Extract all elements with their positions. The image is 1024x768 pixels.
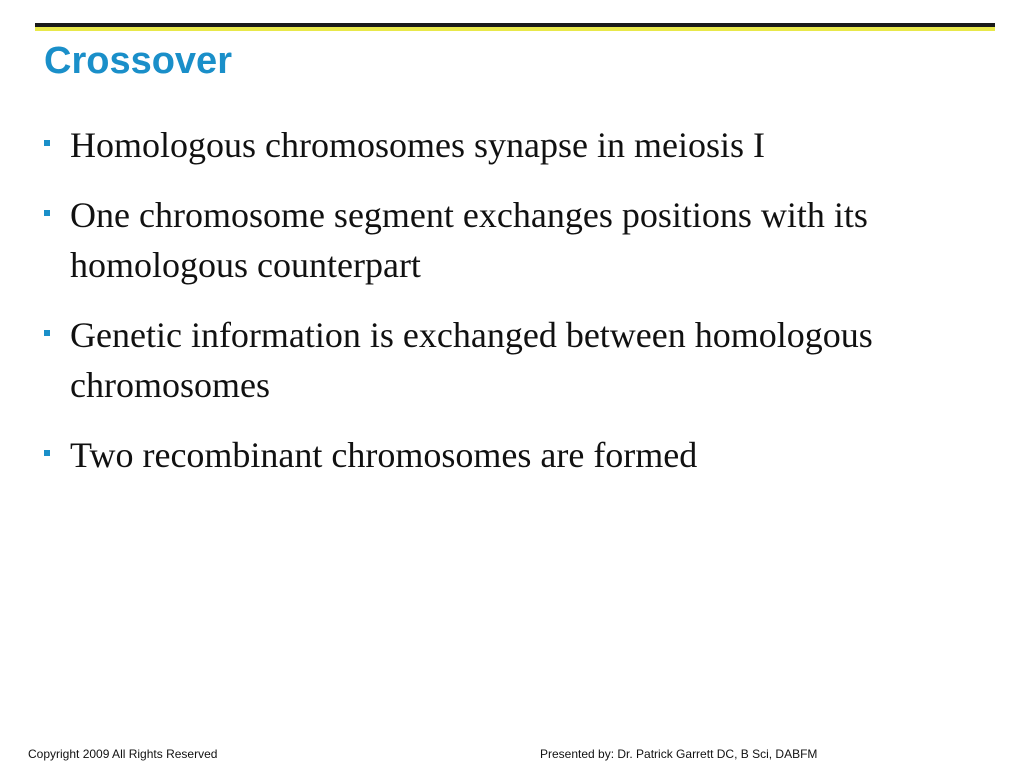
- bullet-text: One chromosome segment exchanges positions with its homologous counterpart: [70, 195, 868, 285]
- bullet-text: Genetic information is exchanged between homologous chromosomes: [70, 315, 873, 405]
- square-bullet-icon: [44, 210, 50, 216]
- footer-presenter: Presented by: Dr. Patrick Garrett DC, B Sci, DABFM: [540, 747, 818, 761]
- bullet-item: [44, 190, 944, 290]
- square-bullet-icon: [44, 330, 50, 336]
- bullet-text: Two recombinant chromosomes are formed: [70, 435, 698, 475]
- bullet-item: [44, 430, 944, 480]
- bullet-item: [44, 120, 944, 170]
- bullet-item: [44, 310, 944, 410]
- bullet-text: Homologous chromosomes synapse in meiosis I: [70, 125, 765, 165]
- square-bullet-icon: [44, 140, 50, 146]
- square-bullet-icon: [44, 450, 50, 456]
- top-divider-accent: [35, 27, 995, 31]
- bullet-list: [44, 120, 944, 500]
- slide-title: Crossover: [44, 40, 232, 82]
- footer-copyright: Copyright 2009 All Rights Reserved: [28, 747, 218, 761]
